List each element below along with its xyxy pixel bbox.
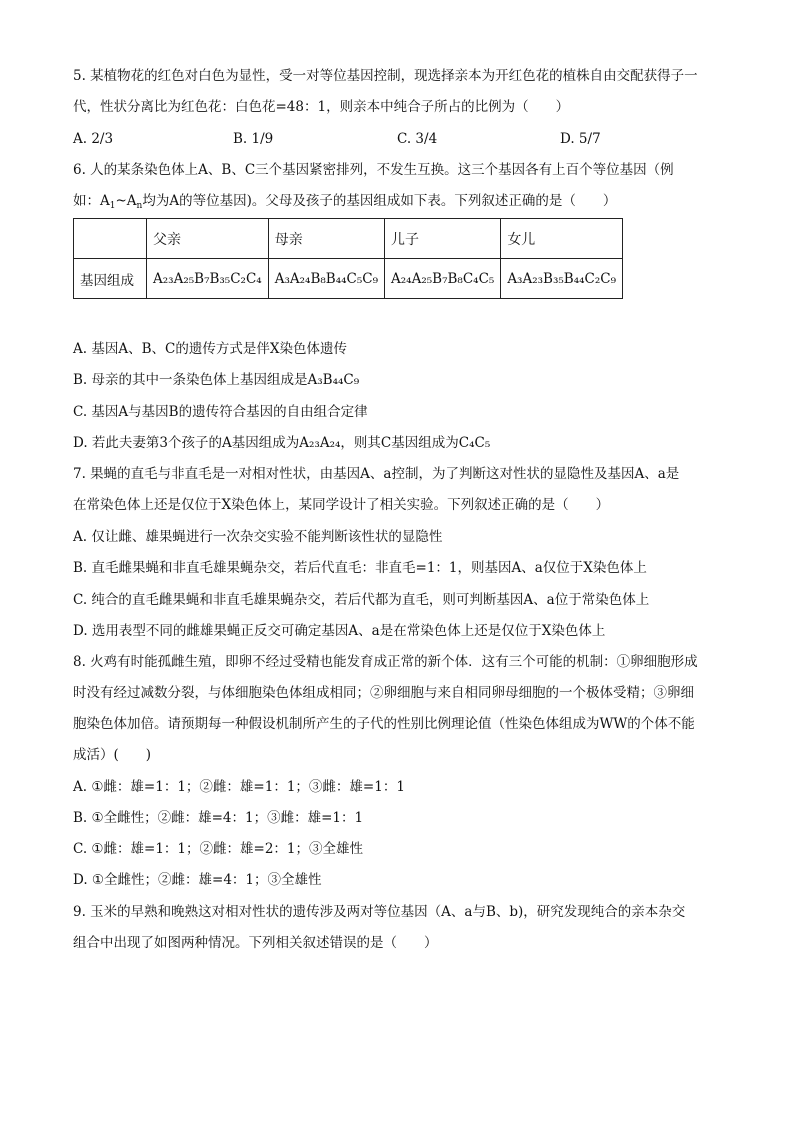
- q8-option-c: C. ①雌：雄=1：1；②雌：雄=2：1；③全雄性: [73, 841, 364, 857]
- q5-stem-line1: 5. 某植物花的红色对白色为显性，受一对等位基因控制，现选择亲本为开红色花的植株自由交配获得子一: [73, 68, 698, 84]
- q6-option-d: D. 若此夫妻第3个孩子的A基因组成为A₂₃A₂₄，则其C基因组成为C₄C₅: [73, 435, 491, 451]
- q7-option-d: D. 选用表型不同的雌雄果蝇正反交可确定基因A、a是在常染色体上还是仅位于X染色体上: [73, 623, 606, 639]
- q7-option-b: B. 直毛雌果蝇和非直毛雄果蝇杂交，若后代直毛：非直毛=1：1，则基因A、a仅位于X染色体上: [73, 560, 647, 576]
- q5-option-a: A. 2/3: [73, 131, 114, 147]
- table-cell-mother: A₃A₂₄B₈B₄₄C₅C₉: [268, 259, 384, 299]
- table-header-son: 儿子: [385, 219, 501, 259]
- q7-option-c: C. 纯合的直毛雌果蝇和非直毛雄果蝇杂交，若后代都为直毛，则可判断基因A、a位于常染色体上: [73, 592, 650, 608]
- table-row: [74, 259, 623, 299]
- table-row-label: 基因组成: [74, 259, 147, 299]
- q8-stem-line1: 8. 火鸡有时能孤雌生殖，即卵不经过受精也能发育成正常的新个体．这有三个可能的机制：①卵细胞形成: [73, 654, 698, 670]
- q8-stem-line3: 胞染色体加倍。请预期每一种假设机制所产生的子代的性别比例理论值（性染色体组成为WW的个体不能: [73, 716, 695, 732]
- q5-option-d: D. 5/7: [560, 131, 601, 147]
- gene-table: [73, 218, 623, 299]
- q5-option-b: B. 1/9: [233, 131, 274, 147]
- table-cell-father: A₂₃A₂₅B₇B₃₅C₂C₄: [147, 259, 269, 299]
- q7-option-a: A. 仅让雌、雄果蝇进行一次杂交实验不能判断该性状的显隐性: [73, 529, 443, 545]
- q5-option-c: C. 3/4: [397, 131, 438, 147]
- table-header-father: 父亲: [147, 219, 269, 259]
- q8-option-d: D. ①全雌性；②雌：雄=4：1；③全雄性: [73, 872, 322, 888]
- q5-stem-line2: 代，性状分离比为红色花：白色花=48：1，则亲本中纯合子所占的比例为（ ）: [73, 99, 570, 115]
- q6-option-b: B. 母亲的其中一条染色体上基因组成是A₃B₄₄C₉: [73, 372, 360, 388]
- q8-option-b: B. ①全雌性；②雌：雄=4：1；③雌：雄=1：1: [73, 810, 364, 826]
- q8-stem-line2: 时没有经过减数分裂，与体细胞染色体组成相同；②卵细胞与来自相同卵母细胞的一个极体受精；③卵细: [73, 685, 694, 701]
- table-header-mother: 母亲: [268, 219, 384, 259]
- q6-stem-line2: 如：$A_1\sim A_n$均为A的等位基因)。父母及孩子的基因组成如下表。下列叙述正确的是（ ）: [73, 193, 617, 211]
- q5-options: [73, 129, 723, 149]
- q7-stem-line2: 在常染色体上还是仅位于X染色体上，某同学设计了相关实验。下列叙述正确的是（ ）: [73, 497, 610, 513]
- table-header-row: [74, 219, 623, 259]
- table-header-blank: [74, 219, 147, 259]
- q9-stem-line2: 组合中出现了如图两种情况。下列相关叙述错误的是（ ）: [73, 935, 438, 951]
- table-cell-son: A₂₄A₂₅B₇B₈C₄C₅: [385, 259, 501, 299]
- q9-stem-line1: 9. 玉米的早熟和晚熟这对相对性状的遗传涉及两对等位基因（A、a与B、b)，研究发现纯合的亲本杂交: [73, 904, 686, 920]
- q7-stem-line1: 7. 果蝇的直毛与非直毛是一对相对性状，由基因A、a控制，为了判断这对性状的显隐性及基因A、a是: [73, 466, 680, 482]
- q8-stem-line4: 成活）( ): [73, 747, 152, 763]
- table-cell-daughter: A₃A₂₃B₃₅B₄₄C₂C₉: [501, 259, 623, 299]
- table-header-daughter: 女儿: [501, 219, 623, 259]
- q6-option-c: C. 基因A与基因B的遗传符合基因的自由组合定律: [73, 404, 368, 420]
- q8-option-a: A. ①雌：雄=1：1；②雌：雄=1：1；③雌：雄=1：1: [73, 779, 405, 795]
- q6-option-a: A. 基因A、B、C的遗传方式是伴X染色体遗传: [73, 341, 347, 357]
- q6-stem-line1: 6. 人的某条染色体上A、B、C三个基因紧密排列，不发生互换。这三个基因各有上百个等位基因（例: [73, 162, 674, 178]
